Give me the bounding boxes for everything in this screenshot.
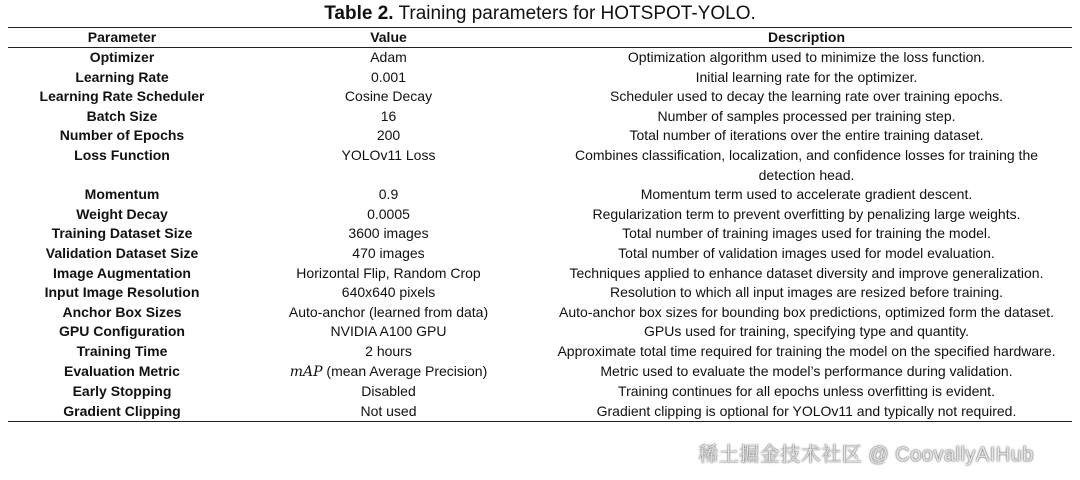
value-cell: 16 [380,107,397,124]
table-row [8,87,1072,107]
value-cell: Horizontal Flip, Random Crop [296,264,481,281]
value-cell: Auto-anchor (learned from data) [288,303,489,320]
parameter-cell: Learning Rate Scheduler [39,88,205,105]
description-cell: GPUs used for training, specifying type and quantity. [643,323,970,340]
table-caption [0,2,1080,26]
parameter-cell: Anchor Box Sizes [62,303,182,320]
table-row [8,342,1072,362]
description-cell: Approximate total time required for training the model on the specified hardware. [557,342,1056,359]
description-cell: Initial learning rate for the optimizer. [695,68,918,85]
parameter-cell: GPU Configuration [59,323,185,340]
description-cell: Resolution to which all input images are resized before training. [610,284,1003,301]
table-caption-text: Training parameters for HOTSPOT-YOLO. [393,3,756,24]
parameter-cell: Early Stopping [72,383,172,400]
table-header-row [8,28,1072,48]
value-cell: 200 [376,127,401,144]
parameter-cell: Input Image Resolution [44,284,200,301]
table-row [8,244,1072,264]
description-cell: Techniques applied to enhance dataset diversity and improve generalization. [569,264,1044,281]
parameter-cell: Optimizer [89,49,155,65]
description-cell: Number of samples processed per training step. [657,107,956,124]
description-cell: Metric used to evaluate the model’s performance during validation. [600,362,1013,379]
value-cell: 2 hours [365,342,412,359]
description-cell: Momentum term used to accelerate gradient descent. [640,186,973,203]
parameter-cell: Learning Rate [75,68,169,85]
value-cell: 0.0005 [367,205,410,222]
value-cell [236,362,541,383]
parameter-cell: Image Augmentation [53,264,191,281]
value-cell: YOLOv11 Loss [341,146,436,163]
description-cell: Total number of validation images used for model evaluation. [618,244,995,261]
parameter-cell: Number of Epochs [59,127,185,144]
description-cell: Total number of iterations over the entire training dataset. [629,127,984,144]
table-row [8,382,1072,402]
description-cell: Regularization term to prevent overfitting by penalizing large weights. [592,205,1021,222]
table-row [8,48,1072,68]
value-cell: 3600 images [348,225,429,242]
value-cell: 640x640 pixels [341,284,436,301]
parameter-cell: Training Time [76,342,168,359]
table-row [8,283,1072,303]
parameter-cell: Weight Decay [76,205,168,222]
table-row [8,362,1072,383]
value-cell: 470 images [352,244,425,261]
value-cell: Cosine Decay [344,88,433,105]
value-cell: Disabled [361,383,416,400]
table-row [8,185,1072,205]
table-row [8,224,1072,244]
value-text: (mean Average Precision) [322,362,488,379]
parameter-cell: Batch Size [86,107,158,124]
training-parameters-table [8,27,1072,422]
table-row [8,68,1072,88]
parameter-cell: Gradient Clipping [8,402,236,422]
header-description: Description [541,28,1072,48]
description-cell: Total number of training images used for training the model. [622,225,991,242]
table-row [8,126,1072,146]
value-cell: 0.001 [370,68,407,85]
description-cell: Auto-anchor box sizes for bounding box predictions, optimized form the dataset. [559,303,1054,320]
parameter-cell: Loss Function [74,146,170,163]
header-value: Value [236,28,541,48]
table-caption-label: Table 2. [324,3,394,24]
parameter-cell: Evaluation Metric [64,362,180,379]
table-row [8,146,1072,185]
table-row [8,322,1072,342]
value-cell: NVIDIA A100 GPU [330,323,447,340]
table-row [8,303,1072,323]
value-cell: Not used [236,402,541,422]
parameter-cell: Training Dataset Size [51,225,193,242]
table-row [8,264,1072,284]
header-parameter: Parameter [8,28,236,48]
parameter-cell: Momentum [84,186,160,203]
table-row [8,402,1072,422]
watermark-text: 稀土掘金技术社区 @ CoovallyAIHub [698,444,1034,466]
description-cell: Training continues for all epochs unless overfitting is evident. [618,383,995,400]
math-map: mAP [289,363,323,380]
table-row [8,107,1072,127]
parameter-cell: Validation Dataset Size [45,244,199,261]
description-cell: Gradient clipping is optional for YOLOv11 and typically not required. [541,402,1072,422]
description-cell: Scheduler used to decay the learning rate over training epochs. [609,88,1004,105]
value-cell: 0.9 [378,186,399,203]
value-cell: Adam [370,49,407,65]
description-cell: Combines classification, localization, and confidence losses for training the detection head. [574,146,1039,183]
table-row [8,205,1072,225]
description-cell: Optimization algorithm used to minimize the loss function. [627,49,986,65]
